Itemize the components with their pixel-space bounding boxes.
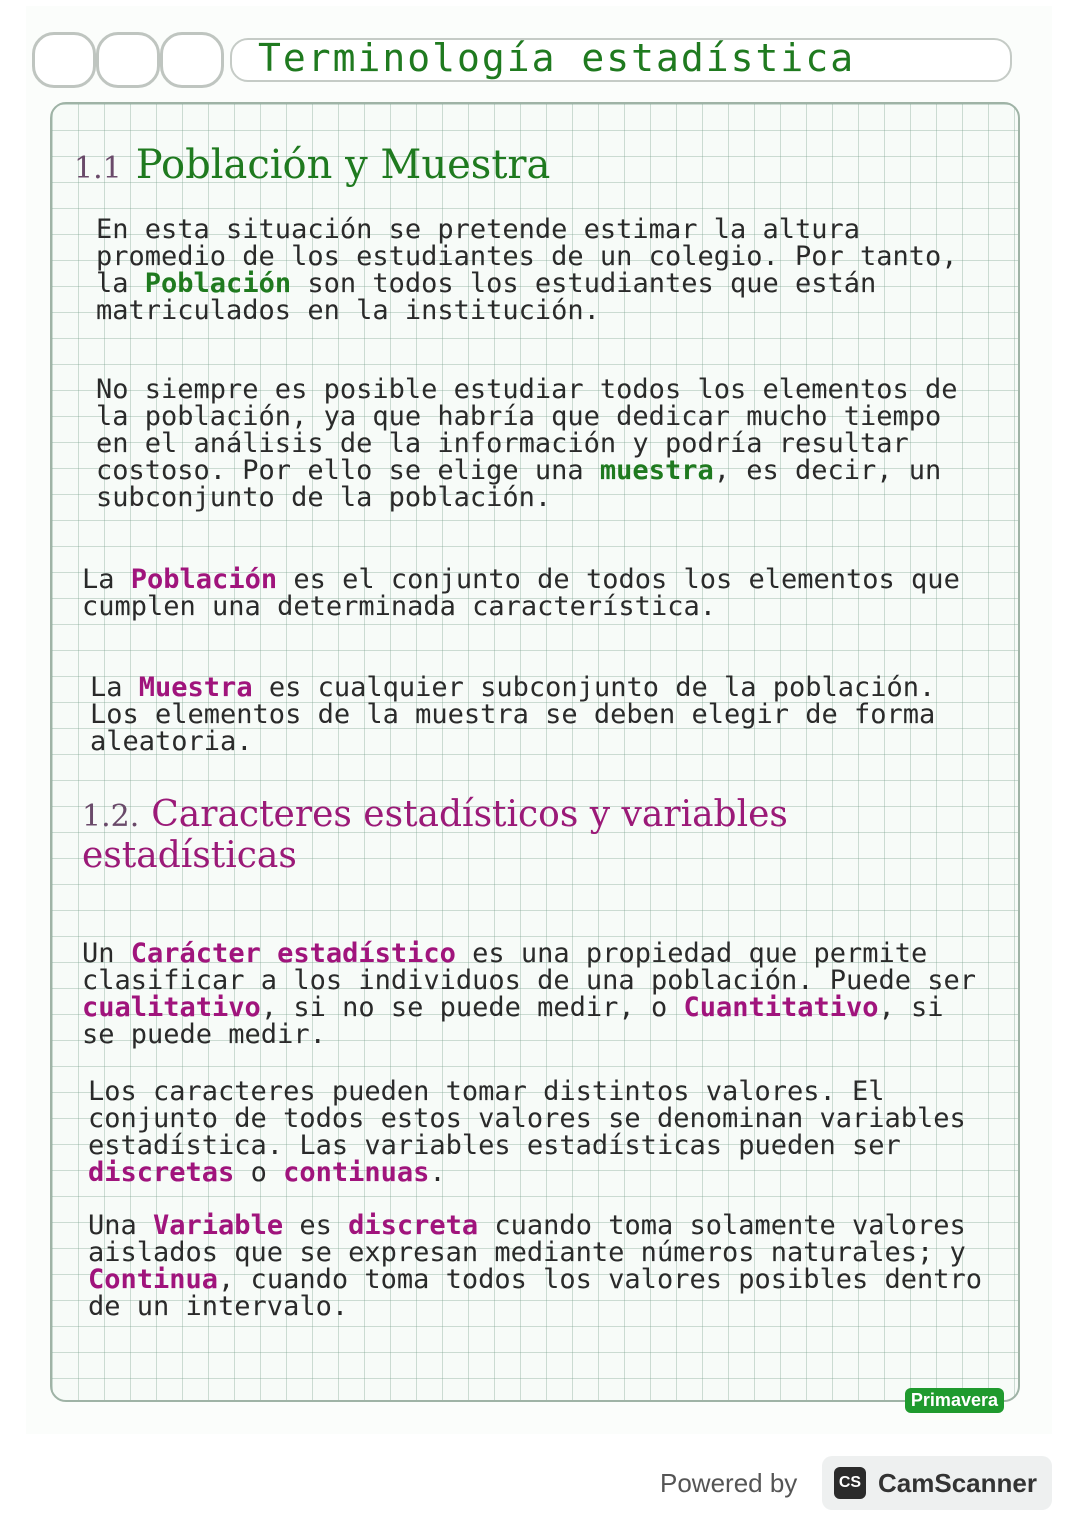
text: , si no se puede medir, o	[260, 992, 684, 1023]
text: .	[429, 1157, 446, 1188]
term-caracter: Carácter estadístico	[130, 938, 456, 969]
camscanner-badge[interactable]	[822, 1456, 1052, 1510]
term-variable: Variable	[153, 1210, 284, 1241]
text: , si se puede medir.	[82, 992, 944, 1050]
text: Una	[88, 1210, 154, 1241]
text: son todos los estudiantes que están matriculados en la institución.	[96, 268, 877, 326]
section-1-paragraph-2	[96, 376, 976, 511]
text: , es decir, un subconjunto de la población.	[96, 455, 942, 513]
section-2-paragraph-3	[88, 1212, 998, 1320]
brand-logo: Primavera	[905, 1388, 1004, 1413]
page-title: Terminología estadística	[258, 36, 856, 80]
section-1-paragraph-3	[82, 566, 982, 620]
text: es	[283, 1210, 349, 1241]
text: es cualquier subconjunto de la población. Los elementos de la muestra se deben elegir de forma aleatoria.	[90, 672, 936, 757]
term-continuas: continuas	[283, 1157, 430, 1188]
text: es una propiedad que permite clasificar a los individuos de una población. Puede ser	[82, 938, 977, 996]
text: , cuando toma todos los valores posibles dentro de un intervalo.	[88, 1264, 983, 1322]
header-box-2	[96, 32, 160, 88]
section-1-title: Población y Muestra	[135, 142, 551, 188]
section-2-number: 1.2.	[82, 799, 140, 834]
term-discreta: discreta	[348, 1210, 479, 1241]
term-muestra-def: Muestra	[138, 672, 253, 703]
text: Un	[82, 938, 131, 969]
term-continua: Continua	[88, 1264, 219, 1295]
section-2-heading	[82, 794, 942, 876]
header-box-1	[32, 32, 96, 88]
text: cuando toma solamente valores aislados que se expresan mediante números naturales; y	[88, 1210, 966, 1268]
term-cualitativo: cualitativo	[82, 992, 261, 1023]
text: o	[234, 1157, 284, 1188]
camscanner-icon: CS	[834, 1467, 866, 1499]
term-discretas: discretas	[88, 1157, 235, 1188]
term-cuantitativo: Cuantitativo	[683, 992, 879, 1023]
text: La	[82, 564, 131, 595]
text: En esta situación se pretende estimar la altura promedio de los estudiantes de un colegio. Por tanto, la	[96, 214, 958, 299]
section-2-paragraph-2	[88, 1078, 988, 1186]
text: La	[90, 672, 139, 703]
section-1-paragraph-4	[90, 674, 990, 755]
text: No siempre es posible estudiar todos los elementos de la población, ya que habría que dedicar mucho tiempo en el análisis de la información y podría resultar costoso. Por ello se elige una	[96, 374, 958, 486]
section-2-paragraph-1	[82, 940, 992, 1048]
camscanner-name: CamScanner	[878, 1468, 1037, 1498]
text: Los caracteres pueden tomar distintos valores. El conjunto de todos estos valores se denominan variables estadística. Las variables estadísticas pueden ser	[88, 1076, 966, 1161]
notebook-page	[26, 6, 1052, 1434]
section-2-title: Caracteres estadísticos y variables estadísticas	[82, 794, 788, 876]
powered-by-label: Powered by	[660, 1468, 798, 1498]
section-1-paragraph-1	[96, 216, 976, 324]
header-box-3	[160, 32, 224, 88]
section-1-number: 1.1	[74, 151, 122, 186]
text: es el conjunto de todos los elementos que cumplen una determinada característica.	[82, 564, 960, 622]
term-poblacion: Población	[144, 268, 292, 299]
term-muestra: muestra	[599, 455, 714, 486]
section-1-heading	[74, 142, 550, 188]
term-poblacion-def: Población	[130, 564, 278, 595]
grid-area	[50, 102, 1020, 1402]
